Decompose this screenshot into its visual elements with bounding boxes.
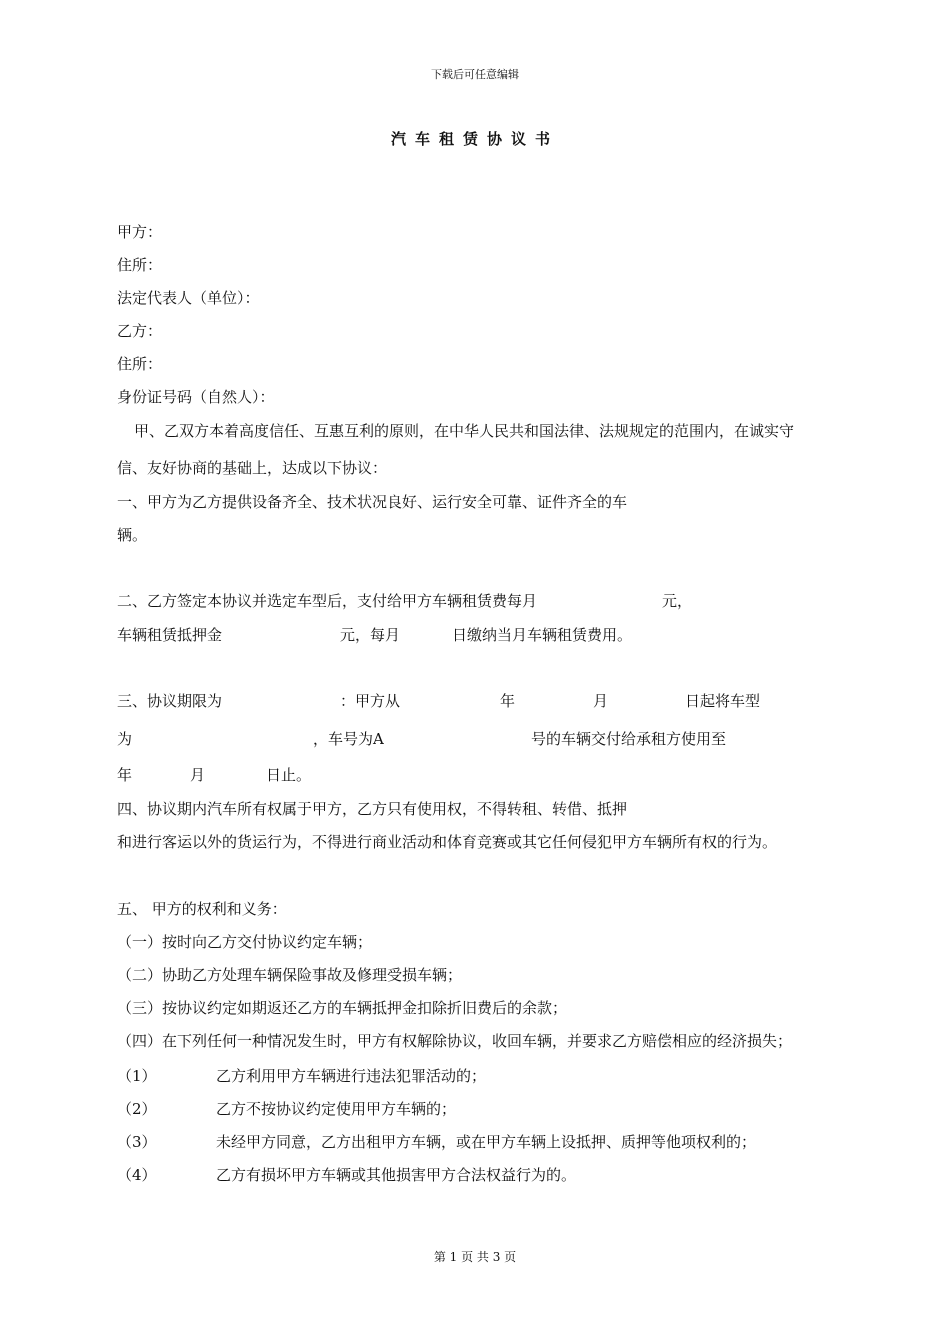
clause-3-month: 月 (593, 692, 609, 710)
clause-5-sub-text-2: 乙方不按协议约定使用甲方车辆的； (216, 1100, 457, 1118)
party-b-id-number: 身份证号码（自然人）： (117, 388, 275, 406)
clause-5-item-1: （一）按时向乙方交付协议约定车辆； (117, 933, 373, 951)
party-a-label: 甲方： (117, 223, 163, 241)
clause-5-sub-text-1: 乙方利用甲方车辆进行违法犯罪活动的； (216, 1067, 487, 1085)
party-b-label: 乙方： (117, 322, 163, 340)
clause-2-text-4: 元，每月 (340, 626, 401, 644)
document-title: 汽车租赁协议书 (390, 130, 559, 148)
preamble-line-1: 甲、乙双方本着高度信任、互惠互利的原则，在中华人民共和国法律、法规规定的范围内，在诚实守 (134, 422, 795, 440)
clause-1-line-2: 辆。 (117, 526, 148, 544)
clause-3-end-year: 年 (117, 766, 133, 784)
clause-4-line-2: 和进行客运以外的货运行为，不得进行商业活动和体育竞赛或其它任何侵犯甲方车辆所有权的行为。 (117, 833, 778, 851)
clause-3-text-4: 为 (117, 730, 133, 748)
clause-3-text-5: ，车号为A (313, 730, 384, 748)
clause-5-item-2: （二）协助乙方处理车辆保险事故及修理受损车辆； (117, 966, 463, 984)
clause-3-end-day: 日止。 (266, 766, 312, 784)
clause-5-sub-number-4: （4） (117, 1166, 157, 1184)
party-b-address: 住所： (117, 355, 163, 373)
party-a-representative: 法定代表人（单位）： (117, 289, 260, 307)
clause-5-title: 五、 甲方的权利和义务： (117, 900, 287, 918)
clause-5-sub-number-1: （1） (117, 1067, 157, 1085)
clause-2-text-3: 车辆租赁抵押金 (117, 626, 223, 644)
clause-3-text-3: 日起将车型 (685, 692, 761, 710)
clause-2-text-2: 元， (662, 592, 693, 610)
party-a-address: 住所： (117, 256, 163, 274)
clause-3-text-2: ：甲方从 (340, 692, 401, 710)
clause-3-year: 年 (500, 692, 516, 710)
clause-5-sub-text-4: 乙方有损坏甲方车辆或其他损害甲方合法权益行为的。 (216, 1166, 577, 1184)
clause-3-end-month: 月 (190, 766, 206, 784)
page-number-footer: 第 1 页 共 3 页 (433, 1250, 517, 1264)
preamble-line-2: 信、友好协商的基础上，达成以下协议： (117, 459, 388, 477)
clause-5-sub-number-3: （3） (117, 1133, 157, 1151)
clause-2-text-5: 日缴纳当月车辆租赁费用。 (452, 626, 633, 644)
clause-5-sub-number-2: （2） (117, 1100, 157, 1118)
clause-3-text-6: 号的车辆交付给承租方使用至 (531, 730, 727, 748)
clause-5-item-4: （四）在下列任何一种情况发生时，甲方有权解除协议，收回车辆，并要求乙方赔偿相应的经济损失； (117, 1032, 793, 1050)
clause-5-sub-text-3: 未经甲方同意，乙方出租甲方车辆，或在甲方车辆上设抵押、质押等他项权利的； (216, 1133, 757, 1151)
clause-4-line-1: 四、协议期内汽车所有权属于甲方，乙方只有使用权，不得转租、转借、抵押 (117, 800, 628, 818)
clause-1-line-1: 一、甲方为乙方提供设备齐全、技术状况良好、运行安全可靠、证件齐全的车 (117, 493, 628, 511)
clause-2-text-1: 二、乙方签定本协议并选定车型后，支付给甲方车辆租赁费每月 (117, 592, 538, 610)
clause-3-text-1: 三、协议期限为 (117, 692, 223, 710)
page-header: 下载后可任意编辑 (431, 68, 519, 81)
clause-5-item-3: （三）按协议约定如期返还乙方的车辆抵押金扣除折旧费后的余款； (117, 999, 568, 1017)
